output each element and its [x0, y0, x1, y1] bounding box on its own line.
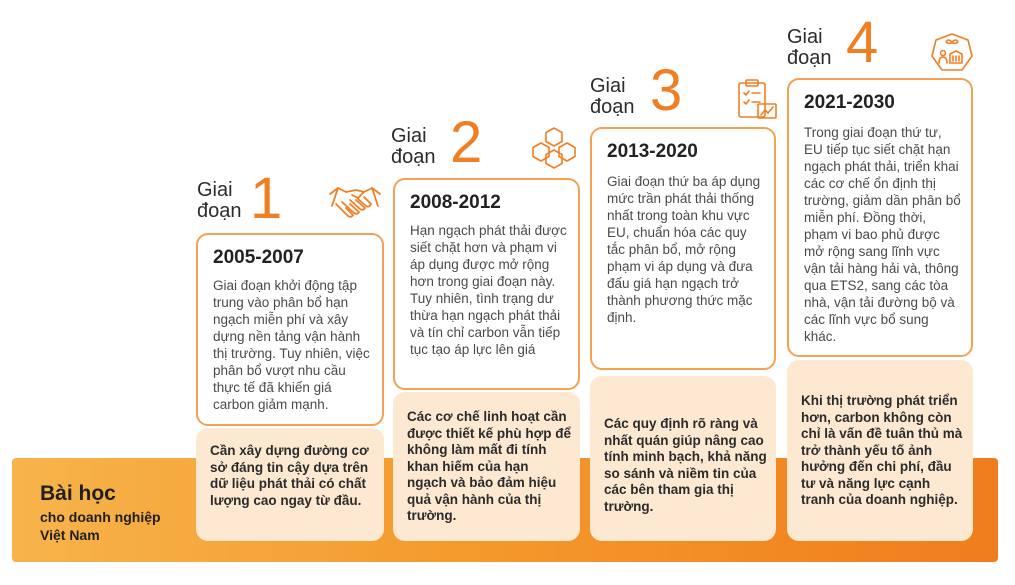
- stage-3-label: Giai đoạn: [590, 75, 635, 118]
- stage-3-description: Giai đoạn thứ ba áp dụng mức trần phát thải thống nhất trong toàn khu vực EU, chuẩn hóa các quy tắc phân bổ, mở rộng phạm vi áp dụng và đưa đấu giá hạn ngạch trở thành phương thức mặc định.: [607, 174, 761, 325]
- stage-1-number: 1: [250, 166, 283, 231]
- stage-3-number: 3: [650, 58, 683, 123]
- stage-4-lesson-text: Khi thị trường phát triển hơn, carbon không còn chỉ là vấn đề tuân thủ mà trở thành yếu tố ảnh hưởng đến chi phí, đầu tư và năng lực cạnh tranh của doanh nghiệp.: [801, 393, 963, 507]
- stage-2-lesson: [393, 392, 580, 541]
- stage-3-card: [590, 127, 776, 370]
- clipboard-chart-icon: [736, 78, 778, 122]
- people-building-leaf-icon: [930, 32, 974, 76]
- stage-4-description: Trong giai đoạn thứ tư, EU tiếp tục siết chặt hạn ngạch phát thải, triển khai các cơ chế ổn định thị trường, giảm dần phân bổ miễn phí. Đồng thời, phạm vi bao phủ được mở rộng sang lĩnh vực vận tải hàng hải và, thông qua ETS2, sang các tòa nhà, vận tải đường bộ và các lĩnh vực bổ sung khác.: [804, 125, 961, 344]
- stage-1-description: Giai đoạn khởi động tập trung vào phân bổ hạn ngạch miễn phí và xây dựng nền tảng vận hành thị trường. Tuy nhiên, việc phân bổ vượt nhu cầu thực tế đã khiến giá carbon giảm mạnh.: [213, 278, 370, 412]
- handshake-icon: [328, 180, 382, 222]
- stage-3-lesson: [590, 376, 776, 541]
- stage-4-card: [787, 78, 973, 357]
- stage-1-card: [196, 233, 384, 426]
- stage-3-period: 2013-2020: [607, 141, 698, 162]
- stage-2-lesson-text: Các cơ chế linh hoạt cần được thiết kế phù hợp để không làm mất đi tính khan hiếm của hạn ngạch và bảo đảm hiệu quả vận hành của thị trường.: [407, 409, 571, 523]
- stage-1-period: 2005-2007: [213, 247, 304, 268]
- stage-2-number: 2: [450, 110, 483, 175]
- stage-1-lesson: [196, 428, 384, 541]
- stage-4-lesson: [787, 360, 973, 541]
- lesson-band-title: Bài học: [40, 482, 116, 505]
- stage-2-label: Giai đoạn: [391, 125, 436, 168]
- stage-4-number: 4: [846, 10, 879, 75]
- stage-1-label: Giai đoạn: [197, 179, 242, 222]
- stage-4-period: 2021-2030: [804, 92, 895, 113]
- stage-3-lesson-text: Các quy định rõ ràng và nhất quán giúp nâng cao tính minh bạch, khả năng so sánh và niềm tin của các bên tham gia thị trường.: [604, 416, 767, 514]
- hexagon-network-icon: [531, 126, 577, 170]
- stage-2-period: 2008-2012: [410, 192, 501, 213]
- stage-2-description: Hạn ngạch phát thải được siết chặt hơn và phạm vi áp dụng được mở rộng hơn trong giai đoạn này. Tuy nhiên, tình trạng dư thừa hạn ngạch phát thải và tín chỉ carbon vẫn tiếp tục tạo áp lực lên giá: [410, 223, 567, 357]
- lesson-band-subtitle: cho doanh nghiệp Việt Nam: [40, 509, 161, 543]
- stage-1-lesson-text: Cần xây dựng đường cơ sở đáng tin cậy dựa trên dữ liệu phát thải có chất lượng cao ngay từ đầu.: [210, 443, 369, 508]
- stage-4-label: Giai đoạn: [787, 26, 832, 69]
- stage-2-card: [393, 178, 580, 390]
